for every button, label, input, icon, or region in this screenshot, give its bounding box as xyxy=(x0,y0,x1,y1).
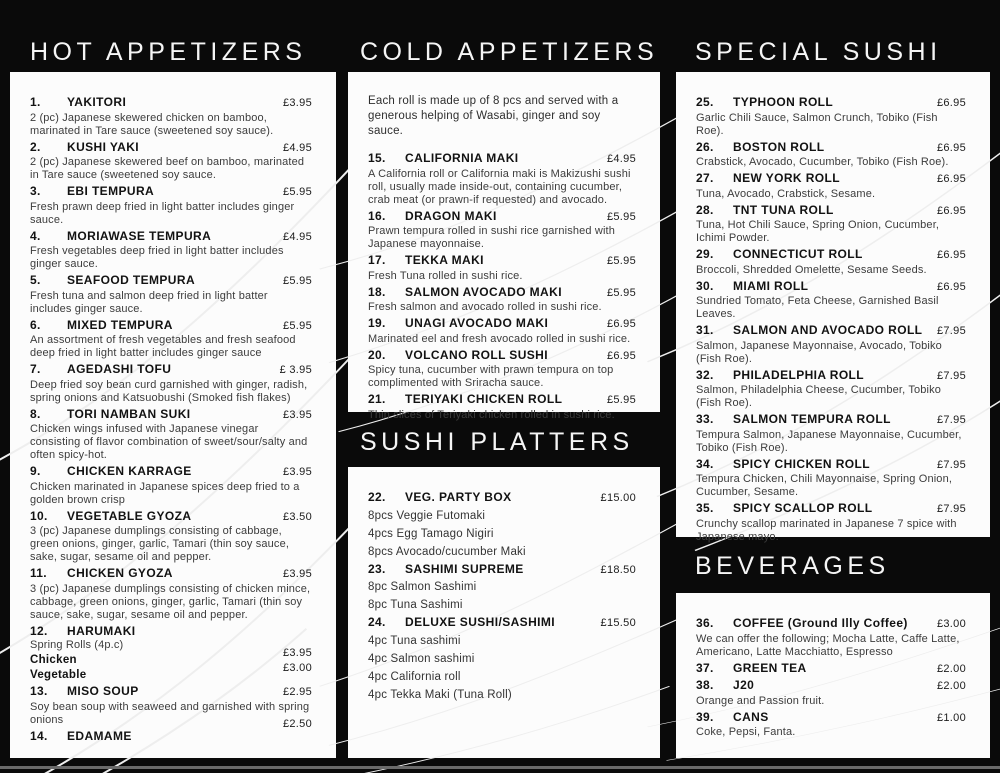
panel-special-sushi xyxy=(676,72,990,543)
menu-item xyxy=(368,489,636,561)
menu-item-row xyxy=(30,565,312,583)
item-description: 3 (pc) Japanese dumplings consisting of chicken mince, cabbage, green onions, ginger, garlic, Tamari (thin soy sauce, sake, sugar, sesame oil and pepper. xyxy=(30,582,311,621)
menu-item xyxy=(368,347,636,391)
panel-hot-appetizers xyxy=(10,72,336,758)
item-name: TYPHOON ROLL xyxy=(733,95,834,109)
item-description: Orange and Passion fruit. xyxy=(696,694,825,707)
menu-item xyxy=(696,677,966,708)
menu-item-row xyxy=(696,500,966,518)
item-description: Prawn tempura rolled in sushi rice garnished with Japanese mayonnaise. xyxy=(368,225,616,250)
item-description: Sundried Tomato, Feta Cheese, Garnished Basil Leaves. xyxy=(696,295,939,320)
menu-item-row xyxy=(696,677,966,695)
menu-item xyxy=(696,94,966,138)
section-title-cold-appetizers: COLD APPETIZERS xyxy=(360,38,659,66)
item-number: 21. xyxy=(368,392,386,406)
menu-item xyxy=(30,139,312,183)
item-price: £1.00 xyxy=(936,711,966,724)
item-description: Fresh prawn deep fried in light batter includes ginger sauce. xyxy=(30,200,295,226)
item-price: £6.95 xyxy=(936,97,966,109)
item-number: 18. xyxy=(368,284,386,299)
menu-item xyxy=(696,170,966,201)
item-name: YAKITORI xyxy=(67,95,127,109)
menu-item-row xyxy=(30,228,312,246)
item-name: TERIYAKI CHICKEN ROLL xyxy=(405,392,563,406)
item-price: £3.95 xyxy=(282,568,312,580)
item-number: 11. xyxy=(30,566,47,580)
item-description: Soy bean soup with seaweed and garnished with spring onions xyxy=(30,700,310,726)
menu-item-row xyxy=(696,660,966,678)
item-price: £7.95 xyxy=(936,325,966,337)
item-price: £2.00 xyxy=(936,662,966,675)
menu-item xyxy=(368,315,636,346)
item-price: £5.95 xyxy=(282,319,312,332)
item-number: 6. xyxy=(30,317,41,332)
item-name: DRAGON MAKI xyxy=(405,208,497,223)
item-number: 26. xyxy=(696,139,714,154)
item-name: VEG. PARTY BOX xyxy=(405,490,512,504)
item-description: Tempura Chicken, Chili Mayonnaise, Spring Onion, Cucumber, Sesame. xyxy=(696,473,953,498)
menu-item-row xyxy=(696,139,966,157)
menu-item-row xyxy=(30,183,312,201)
menu-item xyxy=(696,322,966,366)
menu-item-row xyxy=(696,615,966,633)
item-description: Crunchy scallop marinated in Japanese 7 spice with Japanese mayo. xyxy=(696,517,957,543)
item-number: 22. xyxy=(368,490,386,504)
menu-item xyxy=(368,150,636,207)
item-price: £2.50 xyxy=(282,717,312,730)
menu-item xyxy=(368,252,636,283)
item-component-line: 8pc Salmon Sashimi xyxy=(368,581,477,593)
menu-item-row xyxy=(30,508,312,526)
item-description: Spring Rolls (4p.c) xyxy=(30,639,124,651)
item-price: £18.50 xyxy=(600,563,636,576)
section-title-special-sushi: SPECIAL SUSHI xyxy=(695,38,942,66)
item-name: BOSTON ROLL xyxy=(733,139,825,154)
menu-item xyxy=(696,500,966,544)
menu-item xyxy=(368,614,636,704)
panel-cold-appetizers xyxy=(348,72,660,421)
item-number: 25. xyxy=(696,95,714,109)
item-price: £4.95 xyxy=(282,230,312,243)
menu-item-row xyxy=(696,170,966,188)
menu-item xyxy=(30,717,312,746)
panel-beverages xyxy=(676,593,990,758)
item-number: 19. xyxy=(368,316,386,330)
item-description: Garlic Chili Sauce, Salmon Crunch, Tobiko (Fish Roe). xyxy=(696,111,938,137)
item-price: £15.50 xyxy=(600,617,636,629)
item-description: Coke, Pepsi, Fanta. xyxy=(696,726,796,738)
item-price: £3.95 xyxy=(282,647,312,659)
item-name: CHICKEN GYOZA xyxy=(67,566,173,580)
item-price: £5.95 xyxy=(282,275,312,287)
item-number: 16. xyxy=(368,208,386,223)
menu-item xyxy=(696,456,966,500)
item-component-line: 8pcs Veggie Futomaki xyxy=(368,509,486,522)
sub-item-label: Vegetable xyxy=(30,669,87,681)
item-price: £2.95 xyxy=(282,686,312,698)
item-price: £6.95 xyxy=(606,349,636,362)
sub-item-row xyxy=(30,662,312,683)
panel-sushi-platters xyxy=(348,467,660,758)
item-price: £6.95 xyxy=(606,318,636,330)
menu-item-row xyxy=(30,139,312,157)
item-price: £6.95 xyxy=(936,173,966,185)
item-name: CONNECTICUT ROLL xyxy=(733,247,863,261)
menu-item xyxy=(30,94,312,138)
menu-item xyxy=(30,406,312,463)
item-description: Fresh vegetables deep fried in light batter includes ginger sauce. xyxy=(30,245,284,270)
menu-item-row xyxy=(368,284,636,302)
item-number: 20. xyxy=(368,347,386,362)
menu-item-row xyxy=(30,361,312,379)
item-number: 5. xyxy=(30,273,41,287)
item-component-line: 4pc Salmon sashimi xyxy=(368,652,475,665)
item-description: Tuna, Hot Chili Sauce, Spring Onion, Cucumber, Ichimi Powder. xyxy=(696,219,940,244)
menu-item-row xyxy=(696,202,966,220)
item-number: 27. xyxy=(696,171,714,185)
item-name: TNT TUNA ROLL xyxy=(733,202,834,217)
item-price: £6.95 xyxy=(936,204,966,217)
item-number: 7. xyxy=(30,362,41,376)
item-number: 23. xyxy=(368,561,386,576)
item-description: Chicken wings infused with Japanese vinegar consisting of flavor combination of sweet/sour/salty and often spicy-hot. xyxy=(30,423,308,461)
item-name: DELUXE SUSHI/SASHIMI xyxy=(405,615,556,629)
menu-item-row xyxy=(696,246,966,264)
item-number: 31. xyxy=(696,323,714,337)
item-price: £4.95 xyxy=(282,141,312,154)
section-title-beverages: BEVERAGES xyxy=(695,552,890,580)
item-description: Thin slices of Teriyaki chicken rolled in sushi rice. xyxy=(368,408,615,421)
menu-item-row xyxy=(368,561,636,579)
item-price: £6.95 xyxy=(936,249,966,261)
menu-item xyxy=(696,615,966,659)
item-description: 2 (pc) Japanese skewered chicken on bamboo, marinated in Tare sauce (sweetened soy sauce). xyxy=(30,111,274,137)
cold-appetizers-intro: Each roll is made up of 8 pcs and served with a generous helping of Wasabi, ginger and soy sauce. xyxy=(368,95,619,137)
sushi-platters-items xyxy=(348,467,660,704)
menu-item xyxy=(30,183,312,227)
menu-item-row xyxy=(696,322,966,340)
item-name: EDAMAME xyxy=(67,728,132,743)
item-description: Fresh salmon and avocado rolled in sushi rice. xyxy=(368,301,602,313)
menu-item-row xyxy=(368,252,636,270)
item-price: £7.95 xyxy=(936,369,966,382)
item-number: 1. xyxy=(30,95,41,109)
item-component-line: 8pc Tuna Sashimi xyxy=(368,599,463,611)
menu-item xyxy=(30,228,312,272)
item-description: 3 (pc) Japanese dumplings consisting of cabbage, green onions, ginger, garlic, Tamari (thin soy sauce, sake, sugar, sesame oil and pepper. xyxy=(30,525,290,563)
item-name: SEAFOOD TEMPURA xyxy=(67,273,196,287)
item-description: Tuna, Avocado, Crabstick, Sesame. xyxy=(696,187,876,200)
item-description: A California roll or California maki is Makizushi sushi roll, usually made inside-out, containing cucumber, crab meat (or prawn-if requested) and avocado. xyxy=(368,167,631,206)
menu-item xyxy=(30,565,312,622)
menu-item xyxy=(30,361,312,405)
menu-item xyxy=(30,683,312,727)
item-name: VEGETABLE GYOZA xyxy=(67,508,192,523)
menu-item-row xyxy=(368,347,636,365)
item-number: 35. xyxy=(696,501,714,515)
menu-item xyxy=(368,391,636,422)
item-number: 33. xyxy=(696,412,714,426)
item-description: Crabstick, Avocado, Cucumber, Tobiko (Fish Roe). xyxy=(696,156,949,168)
item-component-line: 4pc Tuna sashimi xyxy=(368,634,461,647)
menu-item-row xyxy=(30,623,312,640)
menu-item-row xyxy=(30,406,312,424)
special-sushi-items xyxy=(676,72,990,544)
item-name: COFFEE (Ground Illy Coffee) xyxy=(733,616,908,630)
item-number: 2. xyxy=(30,139,41,154)
menu-item xyxy=(368,284,636,315)
item-description: Fresh Tuna rolled in sushi rice. xyxy=(368,269,523,282)
item-component-line: 4pcs Egg Tamago Nigiri xyxy=(368,527,494,540)
menu-item xyxy=(30,463,312,507)
menu-item-row xyxy=(696,278,966,296)
item-description: Marinated eel and fresh avocado rolled in sushi rice. xyxy=(368,332,631,345)
item-name: SASHIMI SUPREME xyxy=(405,561,524,576)
menu-item xyxy=(696,246,966,277)
item-name: J20 xyxy=(733,678,755,692)
item-name: CANS xyxy=(733,709,769,724)
item-price: £2.00 xyxy=(936,680,966,692)
item-name: SALMON AVOCADO MAKI xyxy=(405,284,562,299)
item-number: 24. xyxy=(368,615,386,629)
item-description: We can offer the following; Mocha Latte, Caffe Latte, Americano, Latte Macchiatto, Espresso xyxy=(696,632,960,658)
menu-item xyxy=(696,278,966,322)
menu-item-row xyxy=(368,489,636,507)
item-name: CALIFORNIA MAKI xyxy=(405,151,519,165)
item-description: Deep fried soy bean curd garnished with ginger, radish, spring onions and Katsuobushi (Smoked fish flakes) xyxy=(30,378,308,404)
menu-item-row xyxy=(696,367,966,385)
menu-item xyxy=(368,561,636,615)
menu-item xyxy=(696,411,966,455)
item-number: 34. xyxy=(696,456,714,471)
menu-item xyxy=(30,623,312,684)
item-number: 8. xyxy=(30,406,41,421)
item-number: 9. xyxy=(30,464,41,478)
item-price: £3.00 xyxy=(282,662,312,674)
item-name: UNAGI AVOCADO MAKI xyxy=(405,316,549,330)
item-price: £3.50 xyxy=(282,510,312,523)
item-name: HARUMAKI xyxy=(67,623,136,638)
menu-item-row xyxy=(30,717,312,746)
item-description: 2 (pc) Japanese skewered beef on bamboo, marinated in Tare sauce (sweetened soy sauce. xyxy=(30,156,305,181)
item-number: 39. xyxy=(696,709,714,724)
item-number: 30. xyxy=(696,278,714,293)
item-price: £5.95 xyxy=(282,186,312,198)
menu-item xyxy=(696,367,966,411)
item-name: TORI NAMBAN SUKI xyxy=(67,406,191,421)
item-name: SPICY SCALLOP ROLL xyxy=(733,501,873,515)
item-price: £3.95 xyxy=(282,408,312,421)
beverages-items xyxy=(676,593,990,739)
menu-item-row xyxy=(368,208,636,226)
sub-item-row xyxy=(30,647,312,668)
item-name: SALMON TEMPURA ROLL xyxy=(733,412,891,426)
item-component-line: 4pc Tekka Maki (Tuna Roll) xyxy=(368,688,512,701)
item-price: £15.00 xyxy=(600,492,636,504)
menu-item xyxy=(30,317,312,361)
item-price: £3.00 xyxy=(936,618,966,630)
menu-item-row xyxy=(696,94,966,112)
cold-appetizers-items xyxy=(368,150,636,422)
item-price: £5.95 xyxy=(606,394,636,406)
item-name: MISO SOUP xyxy=(67,684,139,698)
item-price: £5.95 xyxy=(606,210,636,223)
menu-item-row xyxy=(30,463,312,481)
item-price: £5.95 xyxy=(606,286,636,299)
hot-appetizers-items xyxy=(10,72,336,745)
item-number: 36. xyxy=(696,616,714,630)
item-price: £ 3.95 xyxy=(279,364,312,376)
item-name: EBI TEMPURA xyxy=(67,184,155,198)
menu-item-row xyxy=(368,391,636,409)
item-name: CHICKEN KARRAGE xyxy=(67,464,192,478)
item-price: £5.95 xyxy=(606,255,636,267)
menu-item-row xyxy=(30,272,312,290)
section-title-hot-appetizers: HOT APPETIZERS xyxy=(30,38,307,66)
item-name: SALMON AND AVOCADO ROLL xyxy=(733,323,923,337)
menu-item xyxy=(696,709,966,740)
item-name: TEKKA MAKI xyxy=(405,253,484,267)
menu-item xyxy=(696,202,966,246)
item-number: 15. xyxy=(368,151,386,165)
section-title-sushi-platters: SUSHI PLATTERS xyxy=(360,428,634,456)
menu-item-row xyxy=(696,709,966,727)
item-price: £3.95 xyxy=(282,466,312,478)
sub-item-label: Chicken xyxy=(30,654,77,666)
item-number: 14. xyxy=(30,728,48,743)
item-price: £4.95 xyxy=(606,153,636,165)
menu-item xyxy=(30,508,312,565)
item-name: NEW YORK ROLL xyxy=(733,171,840,185)
item-number: 13. xyxy=(30,684,48,698)
item-component-line: 8pcs Avocado/cucumber Maki xyxy=(368,545,526,558)
item-name: VOLCANO ROLL SUSHI xyxy=(405,347,548,362)
menu-item-row xyxy=(30,94,312,112)
item-name: AGEDASHI TOFU xyxy=(67,362,172,376)
item-description: An assortment of fresh vegetables and fresh seafood deep fried in light batter includes ginger sauce xyxy=(30,334,296,359)
bottom-divider-line xyxy=(0,766,1000,769)
item-price: £6.95 xyxy=(936,280,966,293)
menu-item-row xyxy=(368,150,636,168)
item-component-line: 4pc California roll xyxy=(368,670,461,683)
menu-item-row xyxy=(30,317,312,335)
item-number: 12. xyxy=(30,623,48,638)
item-number: 29. xyxy=(696,247,714,261)
item-price: £7.95 xyxy=(936,458,966,471)
item-description: Salmon, Philadelphia Cheese, Cucumber, Tobiko (Fish Roe). xyxy=(696,384,942,409)
item-number: 3. xyxy=(30,184,41,198)
item-description: Broccoli, Shredded Omelette, Sesame Seeds. xyxy=(696,263,927,276)
menu-item-row xyxy=(368,614,636,632)
menu-item xyxy=(368,208,636,252)
item-name: MIAMI ROLL xyxy=(733,278,809,293)
menu-item xyxy=(696,139,966,170)
item-number: 10. xyxy=(30,508,48,523)
item-number: 38. xyxy=(696,678,714,692)
item-description: Chicken marinated in Japanese spices deep fried to a golden brown crisp xyxy=(30,480,300,506)
item-description: Fresh tuna and salmon deep fried in light batter includes ginger sauce. xyxy=(30,289,268,315)
item-price: £7.95 xyxy=(936,503,966,515)
item-price: £6.95 xyxy=(936,141,966,154)
item-name: KUSHI YAKI xyxy=(67,139,140,154)
item-name: GREEN TEA xyxy=(733,660,807,675)
item-description: Spicy tuna, cucumber with prawn tempura on top complimented with Sriracha sauce. xyxy=(368,364,614,389)
menu-item-row xyxy=(30,683,312,701)
item-price: £3.95 xyxy=(282,97,312,109)
menu-item-row xyxy=(696,411,966,429)
item-number: 4. xyxy=(30,228,41,243)
menu-item-row xyxy=(368,315,636,333)
menu-item-row xyxy=(696,456,966,474)
menu-item xyxy=(696,660,966,678)
item-price: £7.95 xyxy=(936,414,966,426)
item-description: Tempura Salmon, Japanese Mayonnaise, Cucumber, Tobiko (Fish Roe). xyxy=(696,428,962,454)
item-name: SPICY CHICKEN ROLL xyxy=(733,456,870,471)
item-name: PHILADELPHIA ROLL xyxy=(733,367,865,382)
item-description: Salmon, Japanese Mayonnaise, Avocado, Tobiko (Fish Roe). xyxy=(696,339,942,365)
item-number: 28. xyxy=(696,202,714,217)
item-name: MORIAWASE TEMPURA xyxy=(67,228,212,243)
item-number: 17. xyxy=(368,253,386,267)
menu-item xyxy=(30,272,312,316)
item-number: 32. xyxy=(696,367,714,382)
item-number: 37. xyxy=(696,660,714,675)
item-name: MIXED TEMPURA xyxy=(67,317,173,332)
